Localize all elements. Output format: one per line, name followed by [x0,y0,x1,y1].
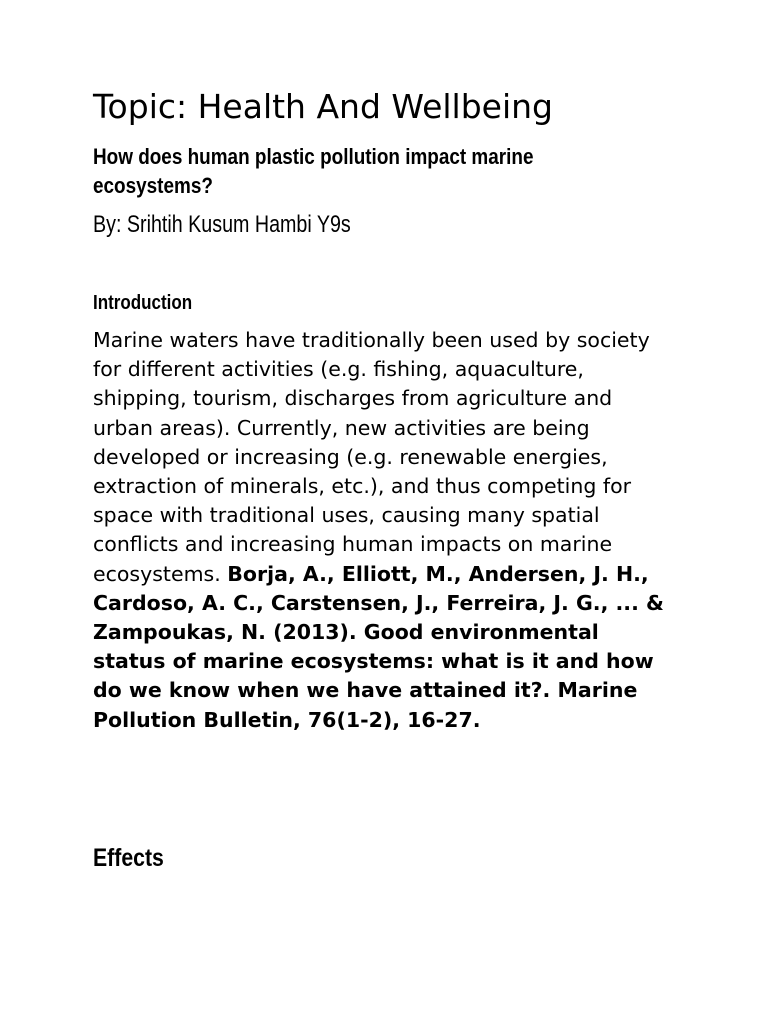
introduction-paragraph [93,326,678,735]
introduction-citation: Borja, A., Elliott, M., Andersen, J. H., Cardoso, A. C., Carstensen, J., Ferreira, J. G., ... & Zampoukas, N. (2013). Good environmental status of marine ecosystems: what is it and how do we know when we have attained it?. Marine Pollution Bulletin, 76(1-2), 16-27. [93,561,664,732]
introduction-heading: Introduction [93,292,193,314]
research-question: How does human plastic pollution impact marine ecosystems? [93,144,534,198]
introduction-body: Marine waters have traditionally been used by society for different activities (e.g. fishing, aquaculture, shipping, tourism, discharges from agriculture and urban areas). Currently, new activities are being developed or increasing (e.g. renewable energies, extraction of minerals, etc.), and thus competing for space with traditional uses, causing many spatial conflicts and increasing human impacts on marine ecosystems. [93,328,650,586]
effects-heading: Effects [93,844,164,872]
author-byline: By: Srihtih Kusum Hambi Y9s [93,211,351,238]
document-title: Topic: Health And Wellbeing [93,87,554,126]
